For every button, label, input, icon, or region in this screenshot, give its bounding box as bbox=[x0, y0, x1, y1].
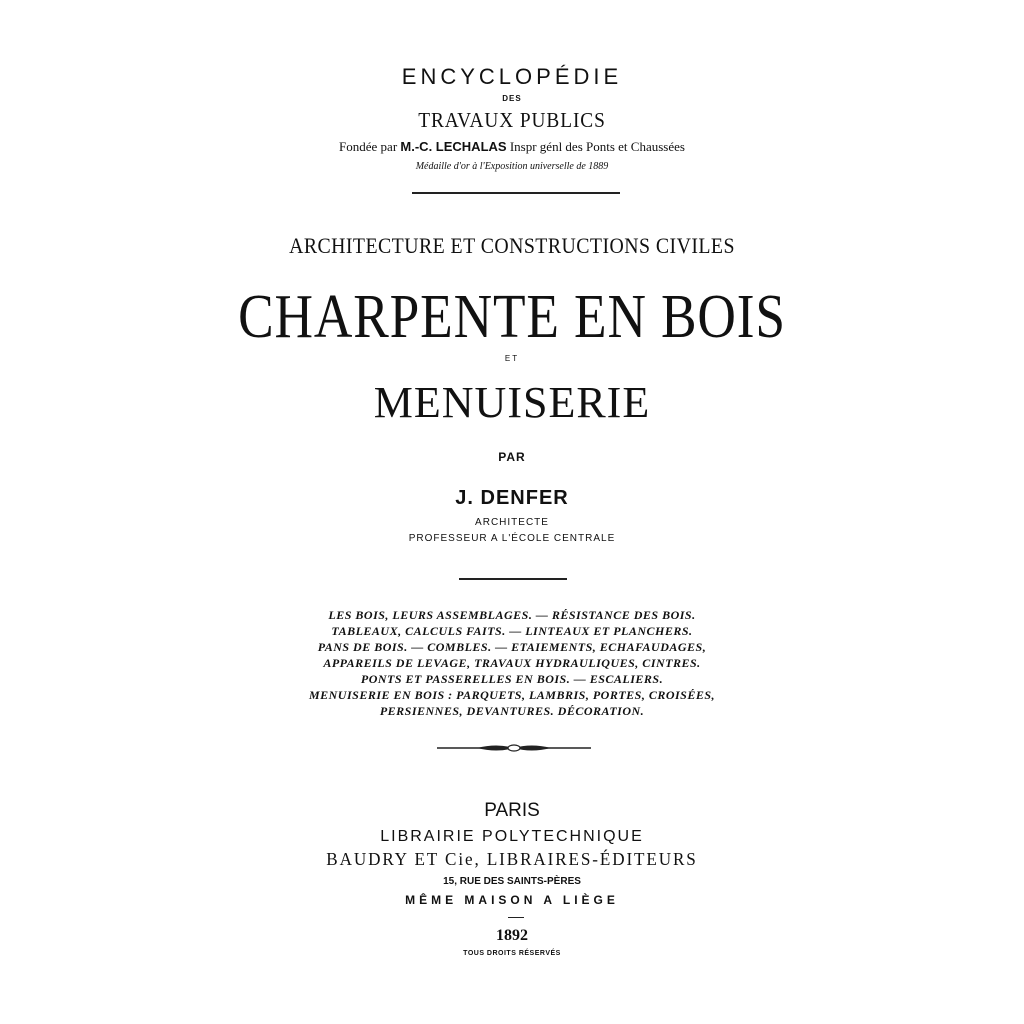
founder-name: M.-C. LECHALAS bbox=[400, 139, 507, 154]
medal-line: Médaille d'or à l'Exposition universelle de 1889 bbox=[415, 161, 609, 172]
contents-line: LES BOIS, LEURS ASSEMBLAGES. — RÉSISTANCE DES BOIS. bbox=[328, 608, 696, 622]
divider-middle bbox=[459, 578, 567, 580]
contents-list bbox=[0, 607, 1024, 719]
et-word: ET bbox=[504, 354, 520, 363]
contents-line: PONTS ET PASSERELLES EN BOIS. — ESCALIERS. bbox=[360, 672, 664, 686]
des-word: DES bbox=[502, 94, 522, 103]
main-title: CHARPENTE EN BOIS bbox=[238, 283, 786, 351]
author-role-1: ARCHITECTE bbox=[475, 517, 549, 528]
contents-line: TABLEAUX, CALCULS FAITS. — LINTEAUX ET PLANCHERS. bbox=[331, 624, 693, 638]
main-title-2: MENUISERIE bbox=[373, 378, 651, 427]
divider-top bbox=[412, 192, 620, 194]
contents-line: PERSIENNES, DEVANTURES. DÉCORATION. bbox=[379, 704, 645, 718]
founder-line bbox=[0, 139, 1024, 155]
author-role-2: PROFESSEUR A L'ÉCOLE CENTRALE bbox=[408, 533, 616, 544]
par-word: PAR bbox=[498, 450, 526, 464]
ornament-divider-icon bbox=[437, 740, 591, 756]
rights-notice: TOUS DROITS RÉSERVÉS bbox=[463, 950, 561, 957]
collection-subtitle: TRAVAUX PUBLICS bbox=[418, 108, 606, 132]
contents-line: PANS DE BOIS. — COMBLES. — ETAIEMENTS, ECHAFAUDAGES, bbox=[317, 640, 707, 654]
publisher-branch: MÊME MAISON A LIÈGE bbox=[405, 893, 619, 907]
founder-title: Inspr génl des Ponts et Chaussées bbox=[509, 139, 685, 154]
author-name: J. DENFER bbox=[455, 487, 569, 509]
publisher-address: 15, RUE DES SAINTS-PÈRES bbox=[443, 876, 581, 887]
contents-line: APPAREILS DE LEVAGE, TRAVAUX HYDRAULIQUES, CINTRES. bbox=[323, 656, 701, 670]
divider-small bbox=[508, 917, 524, 918]
publisher-editors: BAUDRY ET Cie, LIBRAIRES-ÉDITEURS bbox=[326, 849, 698, 869]
publisher-house: LIBRAIRIE POLYTECHNIQUE bbox=[380, 828, 644, 845]
publisher-city: PARIS bbox=[484, 800, 540, 821]
publication-year: 1892 bbox=[496, 927, 528, 944]
series-title: ARCHITECTURE ET CONSTRUCTIONS CIVILES bbox=[289, 233, 735, 258]
collection-title: ENCYCLOPÉDIE bbox=[401, 64, 623, 89]
contents-line: MENUISERIE EN BOIS : PARQUETS, LAMBRIS, PORTES, CROISÉES, bbox=[308, 688, 716, 702]
founded-prefix: Fondée par bbox=[339, 139, 398, 154]
